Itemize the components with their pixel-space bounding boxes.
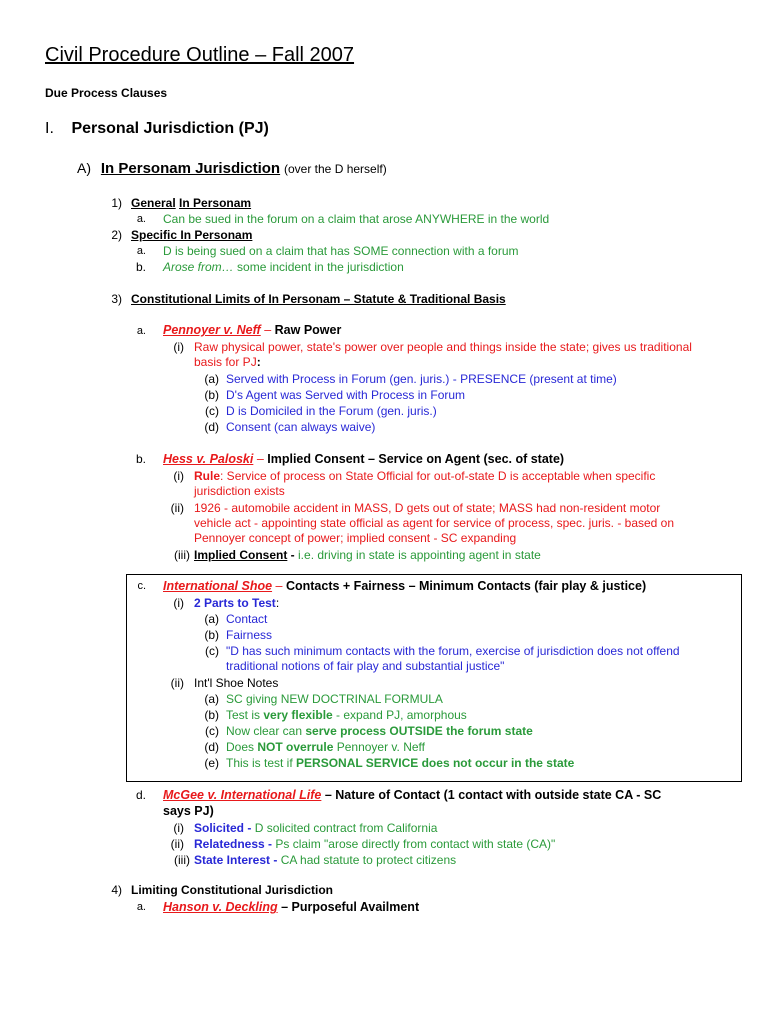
rule-label: Rule: [194, 469, 221, 483]
list-letter: c.: [137, 580, 146, 592]
case-pennoyer: [163, 323, 341, 338]
list-letter: b.: [135, 260, 146, 274]
list-alpha: (b): [204, 628, 219, 642]
heading-limiting: Limiting Constitutional Jurisdiction: [131, 883, 333, 897]
note-b-post: - expand PJ, amorphous: [332, 708, 467, 722]
subtitle: Due Process Clauses: [45, 86, 168, 100]
pennoyer-item-d: Consent (can always waive): [226, 420, 376, 434]
note-c-pre: Now clear can: [226, 724, 306, 738]
mcgee-label-line2: says PJ): [163, 804, 214, 818]
list-roman: (ii): [170, 837, 184, 851]
list-roman: (i): [173, 596, 184, 610]
general-word: General: [131, 196, 176, 210]
dash: –: [253, 452, 268, 466]
list-alpha: (a): [204, 372, 219, 386]
hess-i-line2: jurisdiction exists: [194, 484, 285, 498]
dash: –: [321, 788, 336, 802]
list-roman: (iii): [174, 853, 190, 867]
shoe-quote-line2: traditional notions of fair play and substantial justice": [226, 659, 505, 673]
subsection-letter: A): [77, 160, 91, 176]
arose-from: Arose from…: [163, 260, 234, 274]
list-letter: a.: [136, 213, 146, 225]
shoe-part-contact: Contact: [226, 612, 268, 626]
document-title: Civil Procedure Outline – Fall 2007: [45, 44, 355, 66]
two-parts-label: 2 Parts to Test: [194, 596, 276, 610]
note-b-pre: Test is: [226, 708, 264, 722]
note-b-bold: very flexible: [263, 708, 333, 722]
shoe-notes-heading: Int'l Shoe Notes: [194, 676, 279, 690]
list-roman: (ii): [170, 501, 184, 515]
specific-a-text: D is being sued on a claim that has SOME connection with a forum: [163, 244, 519, 258]
case-label: Implied Consent – Service on Agent (sec. of state): [267, 452, 565, 466]
hess-ii-line1: 1926 - automobile accident in MASS, D gets out of state; MASS had non-resident motor: [194, 501, 661, 515]
shoe-note-b: [226, 708, 467, 723]
note-e-pre: This is test if: [226, 756, 297, 770]
pennoyer-i-line2: [194, 355, 261, 370]
relatedness-label: Relatedness -: [194, 837, 276, 851]
shoe-note-e: [226, 756, 574, 771]
subsection-in-personam: [77, 158, 387, 179]
list-roman: (iii): [174, 548, 190, 562]
hess-iii-text: i.e. driving in state is appointing agent in state: [298, 548, 541, 562]
case-international-shoe: [163, 579, 646, 594]
case-name: Hess v. Paloski: [163, 452, 254, 466]
list-alpha: (d): [204, 420, 219, 434]
case-name: Pennoyer v. Neff: [163, 323, 261, 337]
list-roman: (i): [173, 821, 184, 835]
case-hess: [163, 452, 564, 467]
list-roman: (i): [173, 340, 184, 354]
mcgee-iii: [194, 853, 456, 868]
case-label: Contacts + Fairness – Minimum Contacts (fair play & justice): [285, 579, 647, 593]
list-alpha: (c): [205, 404, 219, 418]
list-alpha: (d): [204, 740, 219, 754]
list-letter: b.: [135, 452, 146, 466]
implied-consent-label: Implied Consent: [194, 548, 288, 562]
list-roman: (ii): [170, 676, 184, 690]
list-alpha: (c): [205, 724, 219, 738]
pennoyer-item-a: Served with Process in Forum (gen. juris.) - PRESENCE (present at time): [226, 372, 617, 386]
case-name: Hanson v. Deckling: [163, 900, 278, 914]
list-letter: a.: [136, 245, 146, 257]
note-d-pre: Does: [226, 740, 258, 754]
list-alpha: (c): [205, 644, 219, 658]
section-number: I.: [45, 120, 54, 137]
list-number: 4): [111, 883, 122, 897]
heading-specific: Specific In Personam: [131, 228, 253, 242]
hess-iii: [194, 548, 541, 563]
pennoyer-item-b: D's Agent was Served with Process in Forum: [226, 388, 466, 402]
list-letter: d.: [135, 788, 146, 802]
shoe-note-d: [226, 740, 425, 755]
case-label: Purposeful Availment: [291, 900, 420, 914]
shoe-note-c: [226, 724, 533, 739]
dash: –: [277, 900, 292, 914]
list-alpha: (e): [204, 756, 219, 770]
note-c-bold: serve process OUTSIDE the forum state: [305, 724, 533, 738]
section-label: Personal Jurisdiction (PJ): [71, 120, 269, 137]
subsection-note: (over the D herself): [284, 162, 387, 176]
list-alpha: (a): [204, 692, 219, 706]
specific-b-text: [163, 260, 404, 275]
list-alpha: (a): [204, 612, 219, 626]
list-alpha: (b): [204, 388, 219, 402]
list-letter: a.: [136, 325, 146, 337]
dash: –: [260, 323, 275, 337]
list-roman: (i): [173, 469, 184, 483]
specific-b-rest: some incident in the jurisdiction: [233, 260, 404, 274]
shoe-quote-line1: "D has such minimum contacts with the forum, exercise of jurisdiction does not offend: [226, 644, 680, 658]
note-d-bold: NOT overrule: [257, 740, 334, 754]
hess-i-line1-text: : Service of process on State Official for out-of-state D is acceptable when specific: [220, 469, 656, 483]
list-number: 3): [111, 292, 122, 306]
in-personam-word: In Personam: [179, 196, 252, 210]
list-letter: a.: [136, 901, 146, 913]
case-name: McGee v. International Life: [163, 788, 322, 802]
hess-ii-line2: vehicle act - appointing state official as agent for service of process, spec. juris. - based on: [194, 516, 675, 530]
case-mcgee: [163, 788, 661, 803]
shoe-i: [194, 596, 279, 611]
list-number: 2): [111, 228, 122, 242]
heading-constitutional-limits: Constitutional Limits of In Personam – Statute & Traditional Basis: [131, 292, 506, 306]
section-heading-personal-jurisdiction: [45, 119, 269, 139]
heading-general: [131, 196, 251, 211]
colon: :: [256, 355, 261, 369]
mcgee-ii-text: Ps claim "arose directly from contact with state (CA)": [275, 837, 556, 851]
general-a-text: Can be sued in the forum on a claim that arose ANYWHERE in the world: [163, 212, 550, 226]
case-name: International Shoe: [163, 579, 273, 593]
list-alpha: (b): [204, 708, 219, 722]
pennoyer-item-c: D is Domiciled in the Forum (gen. juris.): [226, 404, 437, 418]
note-e-bold: PERSONAL SERVICE does not occur in the state: [296, 756, 575, 770]
shoe-part-fairness: Fairness: [226, 628, 273, 642]
case-label: Nature of Contact (1 contact with outside state CA - SC: [335, 788, 662, 802]
hess-ii-line3: Pennoyer concept of power; implied consent - SC expanding: [194, 531, 517, 545]
dash: –: [272, 579, 286, 593]
state-interest-label: State Interest -: [194, 853, 281, 867]
subsection-label: In Personam Jurisdiction: [100, 160, 281, 177]
pennoyer-i-line1: Raw physical power, state's power over people and things inside the state; gives us traditional: [194, 340, 692, 354]
case-label: Raw Power: [274, 323, 342, 337]
solicited-label: Solicited -: [194, 821, 255, 835]
mcgee-i-text: D solicited contract from California: [254, 821, 438, 835]
hess-i-line1: [194, 469, 655, 484]
pennoyer-i-line2-text: basis for PJ: [194, 355, 257, 369]
colon: :: [275, 596, 280, 610]
mcgee-iii-text: CA had statute to protect citizens: [280, 853, 457, 867]
dash: -: [287, 548, 299, 562]
case-hanson: [163, 900, 419, 915]
shoe-note-a: SC giving NEW DOCTRINAL FORMULA: [226, 692, 443, 706]
mcgee-i: [194, 821, 437, 836]
note-d-post: Pennoyer v. Neff: [333, 740, 425, 754]
list-number: 1): [111, 196, 122, 210]
mcgee-ii: [194, 837, 555, 852]
